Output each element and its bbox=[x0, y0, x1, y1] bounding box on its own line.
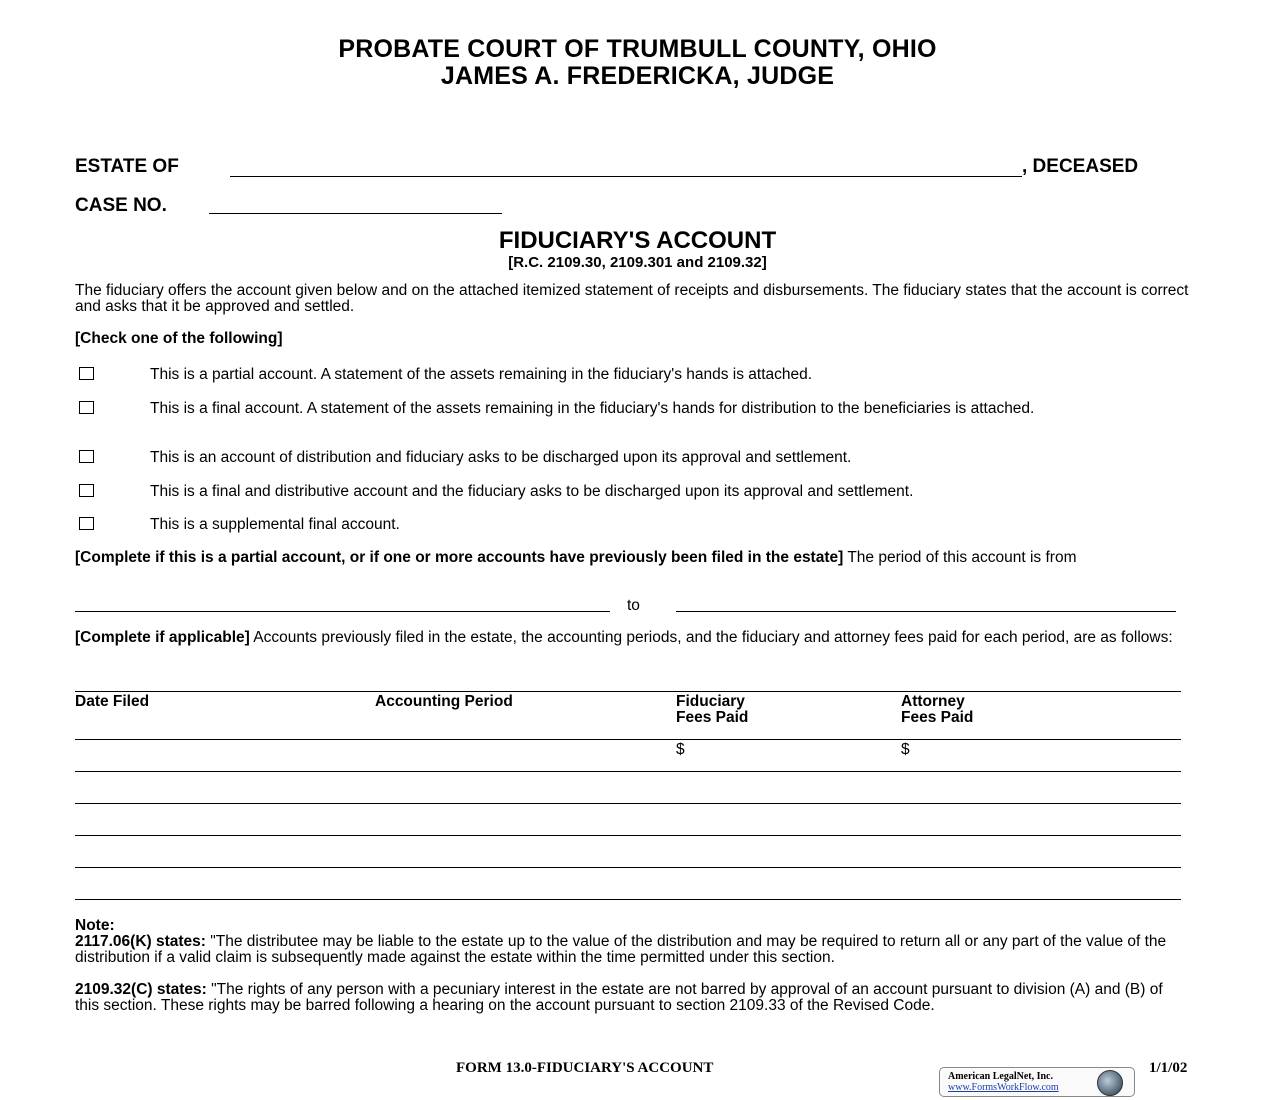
note-2109-32c-citation: 2109.32(C) states: bbox=[75, 981, 207, 998]
globe-icon bbox=[1097, 1070, 1123, 1096]
table-row[interactable] bbox=[75, 771, 1181, 772]
option-partial-account-text: This is a partial account. A statement of the assets remaining in the fiduciary's hands is attached. bbox=[150, 366, 813, 383]
period-instruction: [Complete if this is a partial account, or if one or more accounts have previously been filed in the estate] bbox=[75, 549, 844, 566]
col-fiduciary-fees bbox=[676, 694, 748, 726]
note-heading: Note: bbox=[75, 917, 115, 934]
estate-name-field[interactable] bbox=[230, 176, 1022, 177]
option-supplemental-final-account-text: This is a supplemental final account. bbox=[150, 516, 400, 533]
fiduciary-fees-currency: $ bbox=[676, 741, 685, 758]
previous-accounts-instruction: [Complete if applicable] bbox=[75, 629, 250, 646]
period-from-field[interactable] bbox=[75, 611, 610, 612]
check-heading: [Check one of the following] bbox=[75, 330, 283, 347]
form-revision-date: 1/1/02 bbox=[1149, 1060, 1188, 1076]
table-row[interactable] bbox=[75, 835, 1181, 836]
table-row[interactable] bbox=[75, 867, 1181, 868]
option-final-distributive-account-text: This is a final and distributive account and the fiduciary asks to be discharged upon its approval and settlement. bbox=[150, 483, 914, 500]
attorney-fees-currency: $ bbox=[901, 741, 910, 758]
case-no-field[interactable] bbox=[209, 213, 502, 214]
publisher-name: American LegalNet, Inc. bbox=[948, 1071, 1053, 1082]
col-fiduciary-fees-line1: Fiduciary bbox=[676, 693, 745, 710]
col-date-filed: Date Filed bbox=[75, 693, 150, 710]
checkbox-partial-account[interactable] bbox=[79, 367, 94, 380]
form-number: FORM 13.0-FIDUCIARY'S ACCOUNT bbox=[456, 1060, 714, 1076]
form-statute: [R.C. 2109.30, 2109.301 and 2109.32] bbox=[508, 254, 767, 271]
note-2117-06k bbox=[75, 934, 1190, 966]
note-2109-32c bbox=[75, 982, 1190, 1014]
period-paragraph bbox=[75, 550, 1200, 566]
checkbox-final-account[interactable] bbox=[79, 401, 94, 414]
judge-name: JAMES A. FREDERICKA, JUDGE bbox=[440, 62, 835, 90]
option-final-account-text: This is a final account. A statement of the assets remaining in the fiduciary's hands for distribution to the beneficiaries is attached. bbox=[150, 400, 1035, 417]
period-to-label: to bbox=[627, 597, 640, 614]
form-title: FIDUCIARY'S ACCOUNT bbox=[498, 227, 777, 254]
court-name: PROBATE COURT OF TRUMBULL COUNTY, OHIO bbox=[338, 35, 937, 63]
checkbox-supplemental-final-account[interactable] bbox=[79, 517, 94, 530]
table-top-rule bbox=[75, 691, 1181, 692]
previous-accounts-text: Accounts previously filed in the estate, the accounting periods, and the fiduciary and attorney fees paid for each period, are as follows: bbox=[249, 629, 1173, 646]
note-2117-06k-citation: 2117.06(K) states: bbox=[75, 933, 206, 950]
col-attorney-fees-line1: Attorney bbox=[901, 693, 965, 710]
publisher-url[interactable]: www.FormsWorkFlow.com bbox=[948, 1082, 1059, 1093]
deceased-label: , DECEASED bbox=[1022, 156, 1139, 177]
option-account-of-distribution-text: This is an account of distribution and fiduciary asks to be discharged upon its approval and settlement. bbox=[150, 449, 852, 466]
estate-label: ESTATE OF bbox=[75, 156, 179, 177]
col-accounting-period: Accounting Period bbox=[375, 693, 513, 710]
col-attorney-fees-line2: Fees Paid bbox=[901, 709, 974, 726]
table-row[interactable] bbox=[75, 899, 1181, 900]
case-no-label: CASE NO. bbox=[75, 195, 167, 216]
checkbox-account-of-distribution[interactable] bbox=[79, 450, 94, 463]
col-fiduciary-fees-line2: Fees Paid bbox=[676, 709, 749, 726]
note-2109-32c-text: "The rights of any person with a pecuniary interest in the estate are not barred by approval of an account pursuant to division (A) and (B) of this section. These rights may be barred following a hearing on the account pursuant to section 2109.33 of the Revised Code. bbox=[75, 981, 1163, 1014]
period-text: The period of this account is from bbox=[843, 549, 1077, 566]
previous-accounts-paragraph bbox=[75, 630, 1200, 646]
checkbox-final-distributive-account[interactable] bbox=[79, 484, 94, 497]
table-header-rule bbox=[75, 739, 1181, 740]
intro-paragraph: The fiduciary offers the account given below and on the attached itemized statement of receipts and disbursements. The fiduciary states that the account is correct and asks that it be approved and settled. bbox=[75, 282, 1189, 315]
period-to-field[interactable] bbox=[676, 611, 1176, 612]
note-2117-06k-text: "The distributee may be liable to the estate up to the value of the distribution and may be required to return all or any part of the value of the distribution if a valid claim is subsequently made against the estate within the time permitted under this section. bbox=[75, 933, 1167, 966]
col-attorney-fees bbox=[901, 694, 973, 726]
table-row[interactable] bbox=[75, 803, 1181, 804]
publisher-logo[interactable] bbox=[939, 1067, 1135, 1097]
